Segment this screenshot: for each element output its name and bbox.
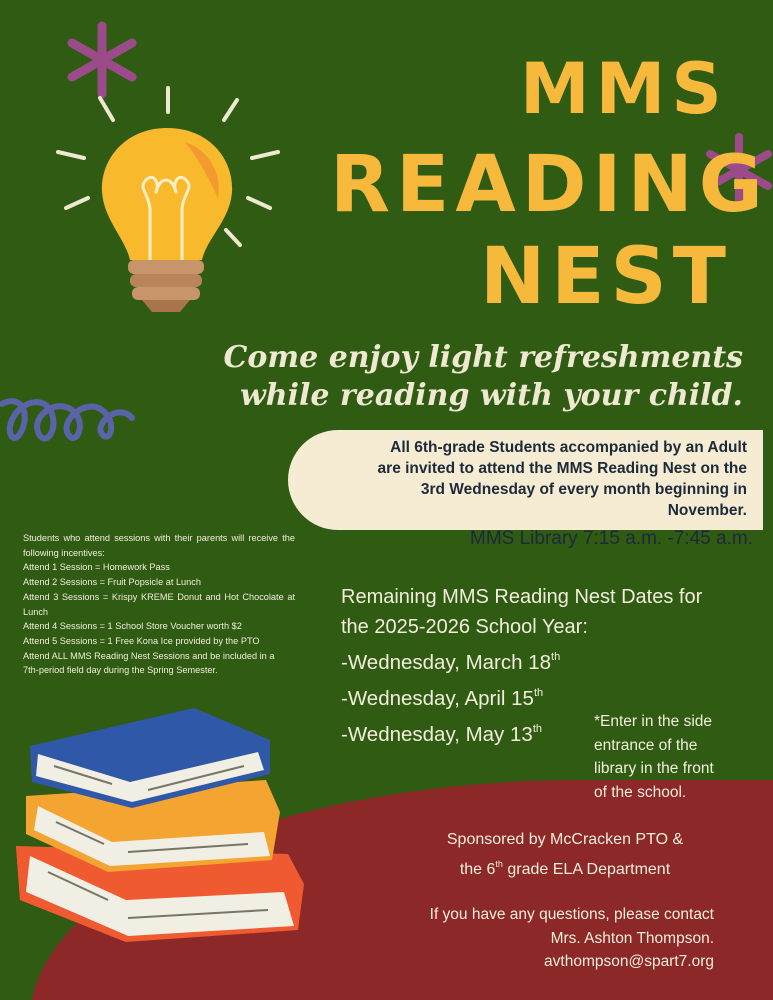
incentive-item: Attend ALL MMS Reading Nest Sessions and be included in a: [23, 650, 275, 661]
title-line-2: READING: [330, 140, 769, 230]
incentive-item: 7th-period field day during the Spring Semester.: [23, 665, 218, 676]
squiggle-icon: [0, 392, 140, 452]
title-line-3: NEST: [480, 232, 732, 322]
dates-heading: the 2025-2026 School Year:: [341, 616, 588, 638]
incentives-list: [23, 531, 295, 678]
sponsor-line: the 6th grade ELA Department: [459, 859, 671, 878]
entrance-note-line: *Enter in the side: [594, 713, 713, 730]
lightbulb-icon: [50, 80, 285, 320]
incentive-item: Attend 4 Sessions = 1 School Store Voucher worth $2: [23, 621, 242, 632]
incentive-item: Attend 1 Session = Homework Pass: [23, 562, 170, 573]
book-stack-icon: [8, 704, 308, 954]
invitation-line: are invited to attend the MMS Reading Nest on the: [377, 460, 747, 477]
entrance-note-line: library in the front: [594, 760, 714, 777]
incentives-intro: Students who attend sessions with their parents will receive the following incentives:: [23, 533, 295, 558]
contact-text: [430, 903, 714, 974]
incentive-item: Attend 3 Sessions = Krispy KREME Donut and Hot Chocolate at Lunch: [23, 591, 295, 617]
contact-line: If you have any questions, please contact: [429, 906, 714, 923]
entrance-note-line: of the school.: [594, 783, 687, 801]
incentive-item: Attend 5 Sessions = 1 Free Kona Ice provided by the PTO: [23, 635, 260, 646]
invitation-line: 3rd Wednesday of every month beginning in: [420, 481, 747, 498]
incentive-item: Attend 2 Sessions = Fruit Popsicle at Lunch: [23, 577, 201, 588]
date-item: -Wednesday, May 13th: [341, 723, 542, 746]
tagline-line-1: Come enjoy light refreshments: [223, 340, 743, 375]
invitation-text: [292, 437, 747, 521]
sponsor-line: Sponsored by McCracken PTO &: [446, 831, 684, 848]
date-item: -Wednesday, April 15th: [341, 687, 544, 710]
sponsor-text: [405, 828, 725, 882]
dates-heading: Remaining MMS Reading Nest Dates for: [341, 586, 703, 608]
contact-email: avthompson@spart7.org: [544, 953, 714, 970]
tagline-line-2: while reading with your child.: [239, 378, 743, 413]
entrance-note: [594, 710, 764, 804]
invitation-line: All 6th-grade Students accompanied by an Adult: [390, 439, 747, 456]
invitation-line: November.: [667, 502, 747, 519]
contact-name: Mrs. Ashton Thompson.: [550, 929, 714, 947]
title-line-1: MMS: [520, 48, 728, 130]
library-time: MMS Library 7:15 a.m. -7:45 a.m.: [470, 528, 753, 549]
entrance-note-line: entrance of the: [594, 736, 698, 754]
date-item: -Wednesday, March 18th: [341, 651, 561, 674]
